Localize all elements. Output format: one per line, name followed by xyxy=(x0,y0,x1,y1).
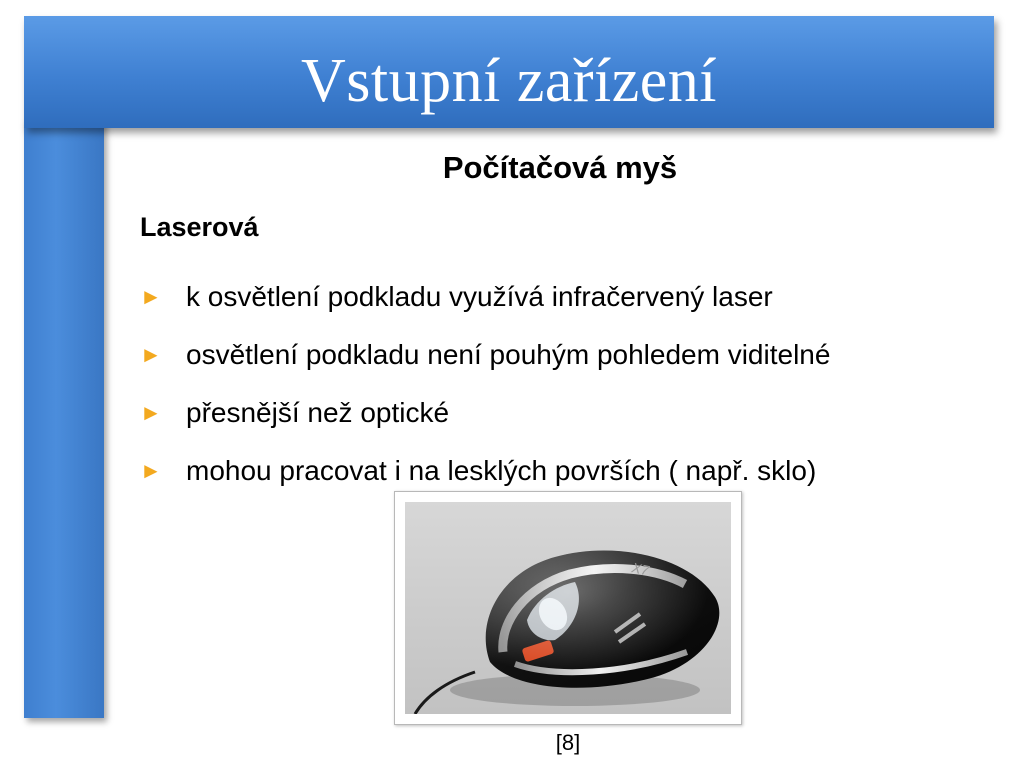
bullet-text: přesnější než optické xyxy=(186,397,450,428)
bullet-item xyxy=(140,268,830,326)
bullet-text: osvětlení podkladu není pouhým pohledem viditelné xyxy=(186,339,831,370)
bullet-item xyxy=(140,384,830,442)
left-accent-bar xyxy=(24,118,104,718)
bullet-arrow-icon: ► xyxy=(140,458,162,483)
slide-title: Vstupní zařízení xyxy=(300,47,718,115)
bullet-arrow-icon: ► xyxy=(140,342,162,367)
bullet-text: mohou pracovat i na lesklých površích ( např. sklo) xyxy=(186,455,817,486)
image-caption: [8] xyxy=(555,730,581,755)
bullet-arrow-icon: ► xyxy=(140,400,162,425)
bullet-text: k osvětlení podkladu využívá infračervený laser xyxy=(186,281,773,312)
photo-frame xyxy=(394,491,742,725)
bullet-item xyxy=(140,326,830,384)
svg-text:X7: X7 xyxy=(630,559,651,579)
section-heading: Laserová xyxy=(140,212,259,242)
slide-subtitle: Počítačová myš xyxy=(442,150,678,185)
bullet-arrow-icon: ► xyxy=(140,284,162,309)
mouse-illustration xyxy=(405,502,731,714)
title-bar xyxy=(24,16,994,128)
laser-mouse-photo xyxy=(405,502,731,714)
bullet-list xyxy=(140,268,830,500)
